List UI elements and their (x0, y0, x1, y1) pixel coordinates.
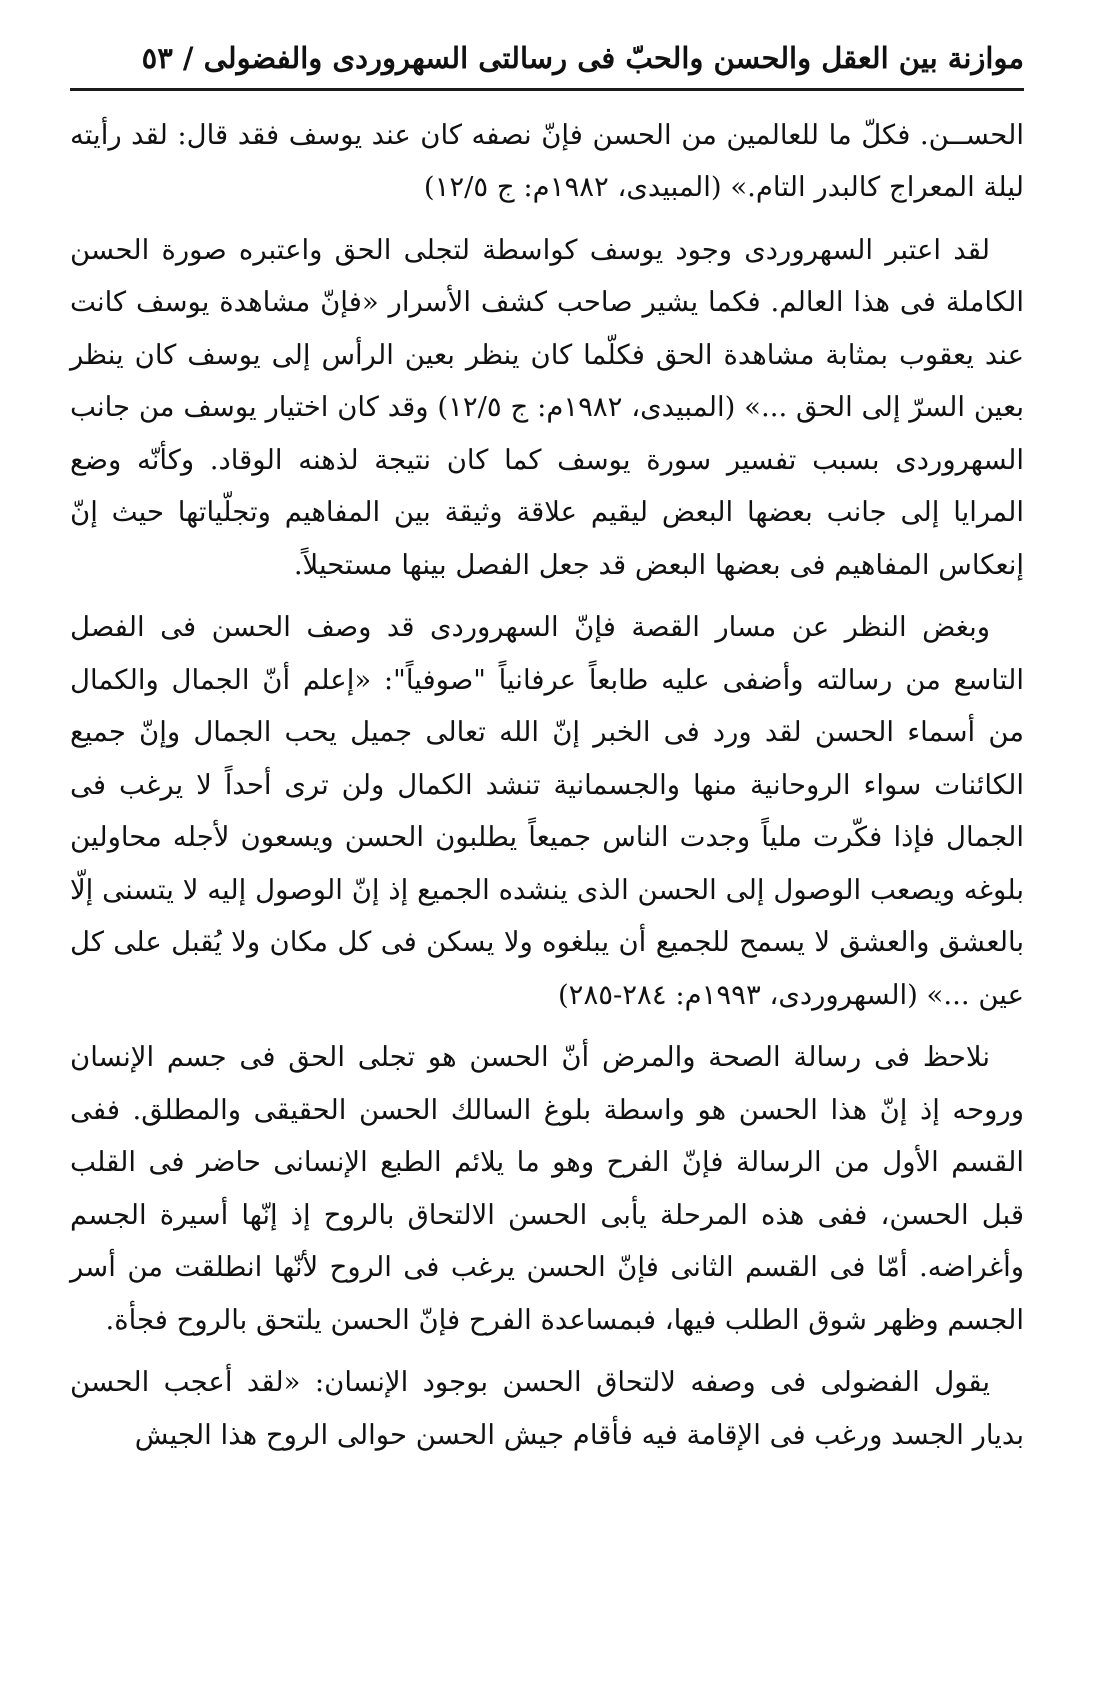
document-page (70, 40, 1024, 1471)
body-text (70, 109, 1024, 1462)
paragraph: لقد اعتبر السهروردى وجود يوسف كواسطة لتجلى الحق واعتبره صورة الحسن الكاملة فى هذا العالم. فكما يشير صاحب كشف الأسرار «فإنّ مشاهدة يوسف كانت عند يعقوب بمثابة مشاهدة الحق فكلّما كان ينظر بعين الرأس إلى يوسف كان ينظر بعين السرّ إلى الحق ...» (المبيدى، ١٩٨٢م: ج ١٢/٥) وقد كان اختيار يوسف من جانب السهروردى بسبب تفسير سورة يوسف كما كان نتيجة لذهنه الوقاد. وكأنّه وضع المرايا إلى جانب بعضها البعض ليقيم علاقة وثيقة بين المفاهيم وتجلّياتها حيث إنّ إنعكاس المفاهيم فى بعضها البعض قد جعل الفصل بينها مستحيلاً. (70, 233, 1024, 581)
paragraph: يقول الفضولى فى وصفه لالتحاق الحسن بوجود الإنسان: «لقد أعجب الحسن بديار الجسد ورغب فى الإقامة فيه فأقام جيش الحسن حوالى الروح هذا الجيش (70, 1366, 1024, 1451)
paragraph: نلاحظ فى رسالة الصحة والمرض أنّ الحسن هو تجلى الحق فى جسم الإنسان وروحه إذ إنّ هذا الحسن هو واسطة بلوغ السالك الحسن الحقيقى والمطلق. ففى القسم الأول من الرسالة فإنّ الفرح وهو ما يلائم الطبع الإنسانى حاضر فى القلب قبل الحسن، ففى هذه المرحلة يأبى الحسن الالتحاق بالروح إذ إنّها أسيرة الجسم وأغراضه. أمّا فى القسم الثانى فإنّ الحسن يرغب فى الروح لأنّها انطلقت من أسر الجسم وظهر شوق الطلب فيها، فبمساعدة الفرح فإنّ الحسن يلتحق بالروح فجأة. (70, 1041, 1024, 1336)
paragraph: الحســن. فكلّ ما للعالمين من الحسن فإنّ نصفه كان عند يوسف فقد قال: لقد رأيته ليلة المعراج كالبدر التام.» (المبيدى، ١٩٨٢م: ج ١٢/٥) (70, 118, 1024, 204)
paragraph: وبغض النظر عن مسار القصة فإنّ السهروردى قد وصف الحسن فى الفصل التاسع من رسالته وأضفى عليه طابعاً عرفانياً "صوفياً": «إعلم أنّ الجمال والكمال من أسماء الحسن لقد ورد فى الخبر إنّ الله تعالى جميل يحب الجمال وإنّ جميع الكائنات سواء الروحانية منها والجسمانية تنشد الكمال ولن ترى أحداً لا يرغب فى الجمال فإذا فكّرت ملياً وجدت الناس جميعاً يطلبون الحسن ويسعون لأجله محاولين بلوغه ويصعب الوصول إلى الحسن الذى ينشده الجميع إذ إنّ الوصول إليه لا يتسنى إلّا بالعشق والعشق لا يسمح للجميع أن يبلغوه ولا يسكن فى كل مكان ولا يُقبل على كل عين ...» (السهروردى، ١٩٩٣م: ٢٨٤-٢٨٥) (70, 611, 1024, 1011)
running-header: موازنة بين العقل والحسن والحبّ فى رسالتى السهروردى والفضولى / ٥٣ (70, 40, 1024, 91)
